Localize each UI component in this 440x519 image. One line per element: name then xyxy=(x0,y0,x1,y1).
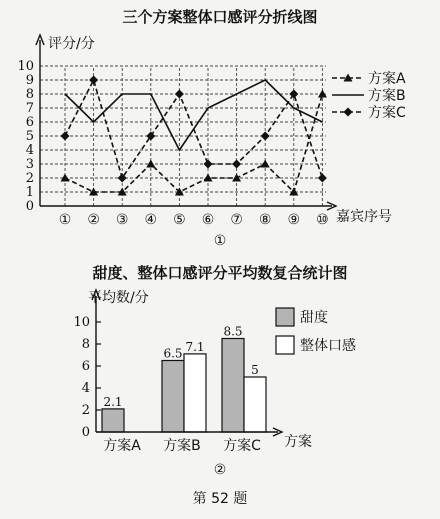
bar-chart-panel-label: ② xyxy=(213,462,227,478)
bar-value-label: 8.5 xyxy=(223,324,243,339)
data-point-diamond xyxy=(61,132,70,141)
line-chart-y-label: 评分/分 xyxy=(48,36,95,52)
x-tick-label: ⑥ xyxy=(201,212,215,228)
x-tick-label: 方案A xyxy=(103,438,141,454)
y-tick-label: 0 xyxy=(25,199,34,214)
bar-chart xyxy=(73,264,356,478)
x-tick-label: ⑨ xyxy=(287,212,301,228)
y-tick-label: 6 xyxy=(81,359,90,374)
series-line-3 xyxy=(65,80,322,178)
data-point-diamond xyxy=(175,90,184,99)
data-point-triangle xyxy=(175,188,184,196)
x-tick-label: ① xyxy=(58,212,72,228)
line-chart-panel-label: ① xyxy=(213,233,227,249)
data-point-diamond xyxy=(318,174,327,183)
data-point-triangle xyxy=(146,160,155,168)
bar-taste xyxy=(184,354,206,432)
bar-chart-title: 甜度、整体口感评分平均数复合统计图 xyxy=(92,264,348,282)
line-chart-y-ticks xyxy=(17,59,34,214)
data-point-diamond xyxy=(146,132,155,141)
y-tick-label: 8 xyxy=(25,87,34,102)
data-point-diamond xyxy=(261,132,270,141)
x-tick-label: ② xyxy=(87,212,100,228)
legend-label-2: 方案B xyxy=(368,88,406,104)
x-tick-label: ⑦ xyxy=(230,212,243,228)
line-chart-grid xyxy=(40,66,326,206)
bar-sweetness xyxy=(222,339,244,433)
data-point-triangle xyxy=(232,174,241,182)
data-point-triangle xyxy=(61,174,70,182)
bar-sweetness xyxy=(162,361,184,433)
line-chart-x-ticks xyxy=(59,212,329,228)
y-tick-label: 10 xyxy=(73,315,90,330)
y-tick-label: 2 xyxy=(81,403,90,418)
x-tick-label: 方案B xyxy=(163,438,201,454)
legend-marker-diamond xyxy=(344,108,353,117)
data-point-triangle xyxy=(318,90,327,98)
bar-sweetness xyxy=(102,409,124,432)
line-chart-legend xyxy=(332,71,406,121)
line-chart-x-label: 嘉宾序号 xyxy=(336,209,392,225)
x-tick-label: 方案C xyxy=(223,438,261,454)
data-point-diamond xyxy=(204,160,213,169)
data-point-diamond xyxy=(289,90,298,99)
data-point-diamond xyxy=(232,160,241,169)
y-tick-label: 9 xyxy=(25,73,34,88)
figure-caption: 第 52 题 xyxy=(192,491,248,507)
line-chart-title: 三个方案整体口感评分折线图 xyxy=(122,8,318,26)
y-tick-label: 2 xyxy=(25,171,34,186)
x-tick-label: ③ xyxy=(115,212,129,228)
data-point-triangle xyxy=(261,160,270,168)
bar-taste xyxy=(244,377,266,432)
line-chart xyxy=(17,8,406,249)
bar-value-label: 6.5 xyxy=(163,346,183,361)
legend-label-1: 甜度 xyxy=(300,310,328,326)
data-point-triangle xyxy=(204,174,213,182)
x-tick-label: ⑧ xyxy=(258,212,272,228)
bar-chart-x-ticks xyxy=(103,438,261,454)
line-chart-series xyxy=(61,76,327,196)
y-tick-label: 5 xyxy=(25,129,34,144)
y-tick-label: 0 xyxy=(81,425,90,440)
bar-value-label: 2.1 xyxy=(103,394,123,409)
bar-value-label: 5 xyxy=(251,363,259,377)
y-tick-label: 8 xyxy=(81,337,90,352)
legend-swatch-1 xyxy=(276,308,294,326)
x-tick-label: ⑤ xyxy=(173,212,186,228)
y-tick-label: 4 xyxy=(25,143,34,158)
y-tick-label: 7 xyxy=(25,101,34,116)
legend-label-3: 方案C xyxy=(368,105,406,121)
bar-chart-x-label: 方案 xyxy=(284,434,312,450)
bar-chart-y-ticks xyxy=(73,315,101,440)
data-point-diamond xyxy=(89,76,98,85)
bar-value-label: 7.1 xyxy=(185,339,205,354)
y-tick-label: 6 xyxy=(25,115,34,130)
legend-label-1: 方案A xyxy=(368,71,406,87)
legend-swatch-2 xyxy=(276,336,294,354)
y-tick-label: 3 xyxy=(25,157,34,172)
bar-chart-y-label: 平均数/分 xyxy=(88,290,149,306)
x-tick-label: ⑩ xyxy=(316,212,329,228)
x-tick-label: ④ xyxy=(144,212,158,228)
data-point-diamond xyxy=(118,174,127,183)
bar-chart-bars xyxy=(102,325,266,433)
y-tick-label: 10 xyxy=(17,59,34,74)
y-tick-label: 1 xyxy=(25,185,34,200)
legend-label-2: 整体口感 xyxy=(300,338,356,354)
y-tick-label: 4 xyxy=(81,381,90,396)
bar-chart-legend xyxy=(276,308,356,354)
